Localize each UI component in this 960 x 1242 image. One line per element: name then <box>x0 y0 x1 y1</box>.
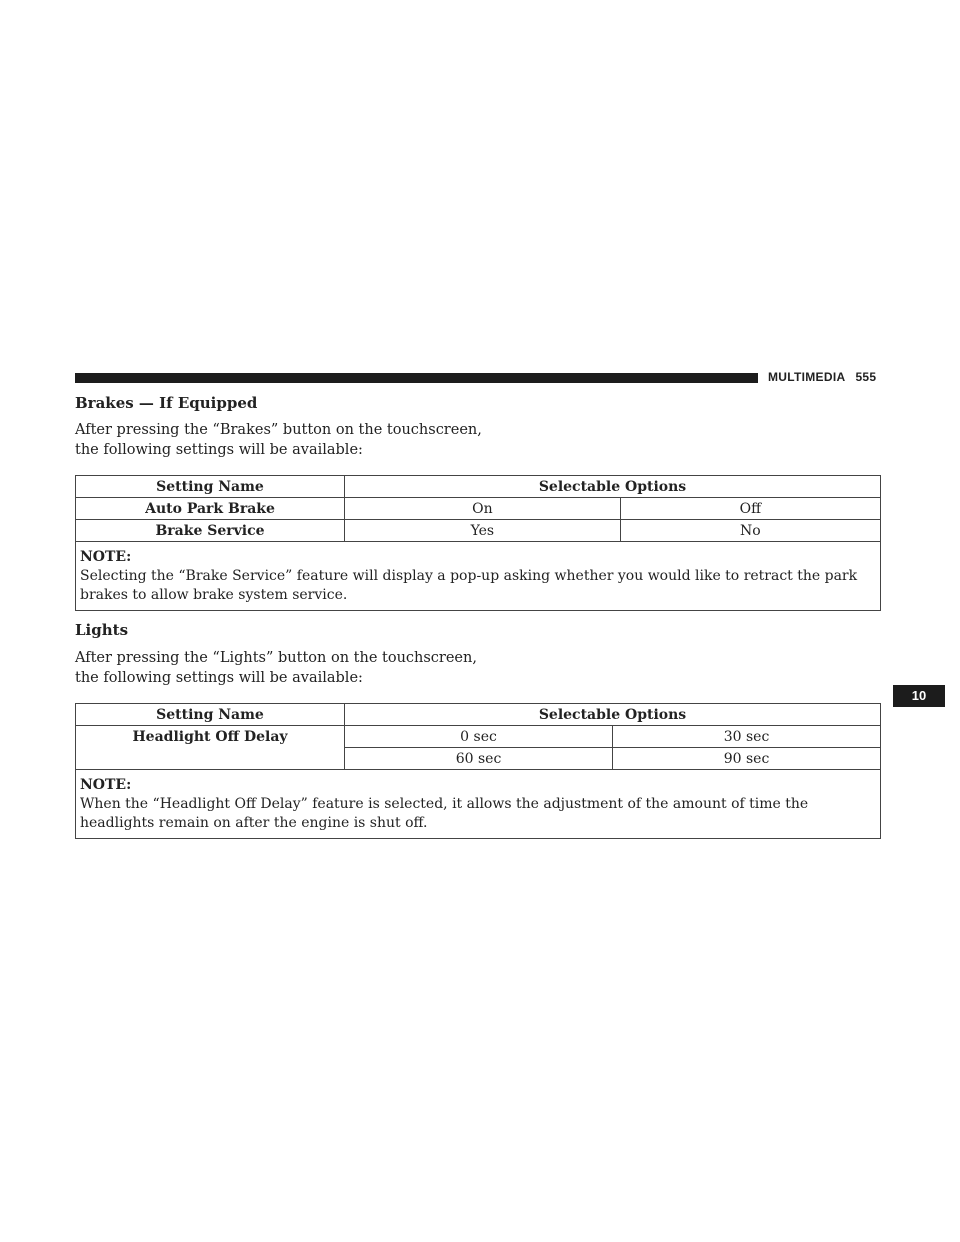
table-row <box>76 498 881 520</box>
option-cell: 0 sec <box>345 726 613 748</box>
note-label: NOTE: <box>80 549 132 565</box>
option-cell: Yes <box>345 520 621 542</box>
col-selectable-options: Selectable Options <box>345 476 881 498</box>
option-cell: Off <box>620 498 880 520</box>
brakes-heading: Brakes — If Equipped <box>75 394 258 412</box>
setting-name: Headlight Off Delay <box>76 726 345 770</box>
lights-intro: After pressing the “Lights” button on the touchscreen, the following settings will be available: <box>75 650 477 686</box>
note-text: Selecting the “Brake Service” feature will display a pop-up asking whether you would like to retract the park brakes to allow brake system service. <box>80 568 858 603</box>
note-cell <box>76 542 881 611</box>
setting-name: Brake Service <box>76 520 345 542</box>
option-cell: 30 sec <box>612 726 880 748</box>
option-cell: No <box>620 520 880 542</box>
table-row <box>76 726 881 748</box>
col-setting-name: Setting Name <box>76 476 345 498</box>
table-row <box>76 520 881 542</box>
col-setting-name: Setting Name <box>76 704 345 726</box>
option-cell: 90 sec <box>612 748 880 770</box>
option-cell: On <box>345 498 621 520</box>
table-header-row <box>76 704 881 726</box>
chapter-tab: 10 <box>893 685 945 707</box>
note-text: When the “Headlight Off Delay” feature is selected, it allows the adjustment of the amount of time the headlights remain on after the engine is shut off. <box>80 796 809 831</box>
page-number: 555 <box>855 370 877 384</box>
brakes-settings-table <box>75 475 881 611</box>
running-header <box>768 370 876 384</box>
col-selectable-options: Selectable Options <box>345 704 881 726</box>
lights-heading: Lights <box>75 621 129 639</box>
header-rule <box>75 373 758 383</box>
brakes-intro: After pressing the “Brakes” button on the touchscreen, the following settings will be available: <box>75 422 482 458</box>
table-header-row <box>76 476 881 498</box>
note-cell <box>76 770 881 839</box>
lights-settings-table <box>75 703 881 839</box>
note-label: NOTE: <box>80 777 132 793</box>
option-cell: 60 sec <box>345 748 613 770</box>
setting-name: Auto Park Brake <box>76 498 345 520</box>
note-row <box>76 542 881 611</box>
note-row <box>76 770 881 839</box>
section-title: MULTIMEDIA <box>768 370 846 384</box>
